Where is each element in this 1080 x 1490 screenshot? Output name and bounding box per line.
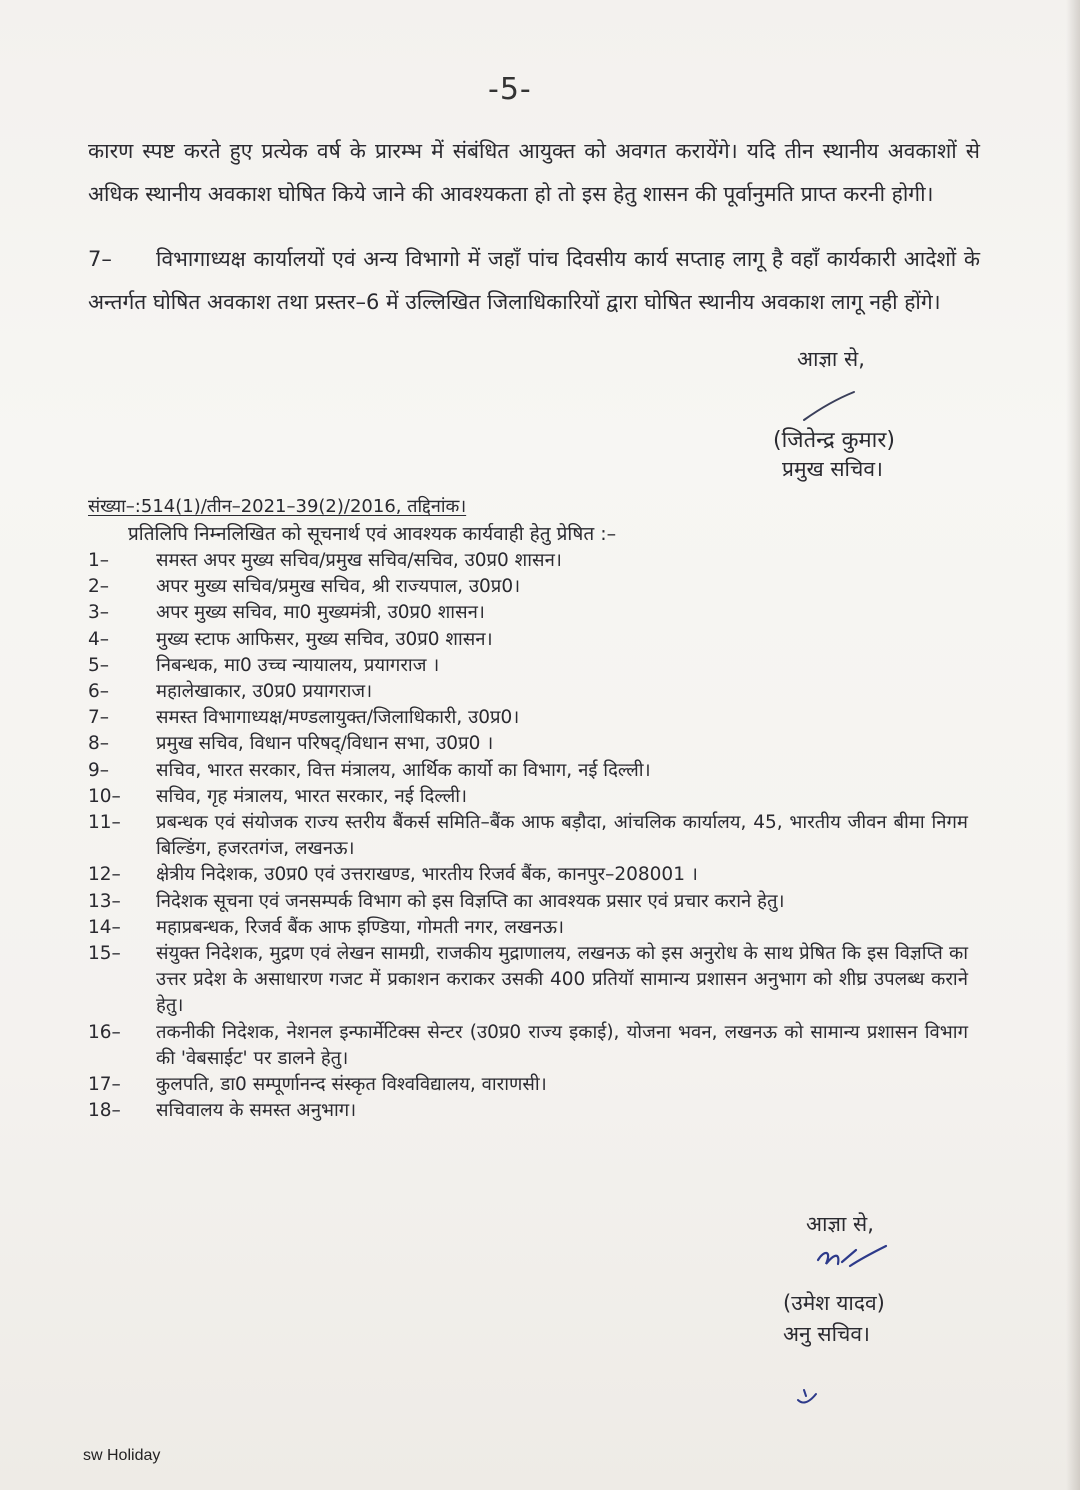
- signatory-name-2: (उमेश यादव): [783, 1291, 885, 1315]
- recipient-item: [88, 653, 968, 679]
- recipient-text: महालेखाकार, उ0प्र0 प्रयागराज।: [156, 681, 373, 703]
- recipient-text: सचिव, भारत सरकार, वित्त मंत्रालय, आर्थिक कार्यो का विभाग, नई दिल्ली।: [156, 759, 651, 781]
- recipient-number: 7–: [88, 707, 110, 729]
- recipient-item: [88, 1072, 968, 1098]
- recipient-text: क्षेत्रीय निदेशक, उ0प्र0 एवं उत्तराखण्ड, भारतीय रिजर्व बैंक, कानपुर–208001 ।: [156, 864, 698, 886]
- signatory-designation-1: प्रमुख सचिव।: [782, 457, 883, 481]
- recipient-item: [88, 758, 968, 784]
- recipient-item: [88, 548, 968, 574]
- recipient-item: [88, 627, 968, 653]
- recipient-text: संयुक्त निदेशक, मुद्रण एवं लेखन सामग्री, राजकीय मुद्राणालय, लखनऊ को इस अनुरोध के साथ प्रेषित कि इस विज्ञप्ति का उत्तर प्रदेश के असाधारण गजट में प्रकाशन कराकर उसकी 400 प्रतियॉ सामान्य प्रशासन अनुभाग को शीघ्र उपलब्ध कराने हेतु।: [156, 943, 968, 1017]
- recipient-text: निबन्धक, मा0 उच्च न्यायालय, प्रयागराज ।: [156, 654, 440, 676]
- initial-mark: [794, 1384, 822, 1408]
- signatory-name-1: (जितेन्द्र कुमार): [773, 428, 895, 453]
- recipient-number: 6–: [88, 681, 110, 703]
- recipient-number: 18–: [88, 1100, 121, 1122]
- recipient-item: [88, 600, 968, 626]
- recipient-item: [88, 679, 968, 705]
- recipient-text: अपर मुख्य सचिव/प्रमुख सचिव, श्री राज्यपाल, उ0प्र0।: [156, 576, 521, 598]
- recipient-item: [88, 731, 968, 757]
- signatory-designation-2: अनु सचिव।: [783, 1322, 870, 1346]
- recipient-number: 11–: [88, 812, 121, 834]
- recipient-number: 3–: [88, 602, 110, 624]
- recipient-text: महाप्रबन्धक, रिजर्व बैंक आफ इण्डिया, गोमती नगर, लखनऊ।: [156, 916, 565, 938]
- recipient-number: 5–: [88, 654, 110, 676]
- recipient-item: [88, 889, 968, 915]
- recipient-number: 2–: [88, 576, 110, 598]
- recipient-text: मुख्य स्टाफ आफिसर, मुख्य सचिव, उ0प्र0 शासन।: [156, 628, 493, 650]
- recipient-item: [88, 705, 968, 731]
- recipient-number: 16–: [88, 1021, 121, 1043]
- recipient-text: निदेशक सूचना एवं जनसम्पर्क विभाग को इस विज्ञप्ति का आवश्यक प्रसार एवं प्रचार कराने हेतु।: [156, 890, 785, 912]
- recipient-list: [88, 548, 968, 1124]
- recipient-item: [88, 915, 968, 941]
- recipient-number: 12–: [88, 864, 121, 886]
- recipient-number: 15–: [88, 943, 121, 965]
- recipient-text: सचिव, गृह मंत्रालय, भारत सरकार, नई दिल्ली।: [156, 785, 468, 807]
- paragraph-7-text: विभागाध्यक्ष कार्यालयों एवं अन्य विभागो में जहाँ पांच दिवसीय कार्य सप्ताह लागू है वहाँ कार्यकारी आदेशों के अन्तर्गत घोषित अवकाश तथा प्रस्तर–6 में उल्लिखित जिलाधिकारियों द्वारा घोषित स्थानीय अवकाश लागू नही होंगे।: [88, 247, 980, 314]
- recipient-text: प्रमुख सचिव, विधान परिषद्/विधान सभा, उ0प्र0 ।: [156, 733, 494, 755]
- recipient-item: [88, 941, 968, 1020]
- recipient-number: 10–: [88, 785, 121, 807]
- recipient-text: समस्त विभागाध्यक्ष/मण्डलायुक्त/जिलाधिकारी, उ0प्र0।: [156, 707, 520, 729]
- signature-mark-1: [800, 388, 860, 424]
- copy-intro: प्रतिलिपि निम्नलिखित को सूचनार्थ एवं आवश्यक कार्यवाही हेतु प्रेषित :–: [128, 523, 617, 545]
- recipient-text: सचिवालय के समस्त अनुभाग।: [156, 1100, 357, 1122]
- recipient-number: 17–: [88, 1074, 121, 1096]
- recipient-number: 9–: [88, 759, 110, 781]
- recipient-text: प्रबन्धक एवं संयोजक राज्य स्तरीय बैंकर्स समिति–बैंक आफ बड़ौदा, आंचलिक कार्यालय, 45, भारतीय जीवन बीमा निगम बिल्डिंग, हजरतगंज, लखनऊ।: [156, 812, 968, 860]
- recipient-number: 1–: [88, 550, 110, 571]
- recipient-item: [88, 574, 968, 600]
- recipient-item: [88, 1098, 968, 1124]
- recipient-item: [88, 1020, 968, 1072]
- signature-mark-2: [812, 1240, 892, 1280]
- recipient-number: 8–: [88, 733, 110, 755]
- order-text-2: आज्ञा से,: [806, 1212, 874, 1236]
- recipient-item: [88, 784, 968, 810]
- recipient-text: कुलपति, डा0 सम्पूर्णानन्द संस्कृत विश्वविद्यालय, वाराणसी।: [156, 1074, 547, 1096]
- order-text-1: आज्ञा से,: [797, 347, 865, 371]
- recipient-item: [88, 810, 968, 862]
- footer-watermark: sw Holiday: [83, 1447, 161, 1464]
- recipient-number: 13–: [88, 890, 121, 912]
- paragraph-7: [88, 238, 980, 324]
- recipient-text: तकनीकी निदेशक, नेशनल इन्फार्मेटिक्स सेन्टर (उ0प्र0 राज्य इकाई), योजना भवन, लखनऊ को सामान्य प्रशासन विभाग की 'वेबसाईट' पर डालने हेतु।: [156, 1021, 968, 1069]
- recipient-text: अपर मुख्य सचिव, मा0 मुख्यमंत्री, उ0प्र0 शासन।: [156, 602, 485, 624]
- page-edge-shadow: [1066, 0, 1080, 1490]
- recipient-number: 4–: [88, 628, 110, 650]
- recipient-text: समस्त अपर मुख्य सचिव/प्रमुख सचिव/सचिव, उ0प्र0 शासन।: [156, 550, 562, 571]
- reference-number: संख्या–:514(1)/तीन–2021–39(2)/2016, तद्दिनांक।: [88, 496, 467, 517]
- recipient-item: [88, 862, 968, 888]
- paragraph-7-number: 7–: [88, 247, 112, 271]
- paragraph-1: कारण स्पष्ट करते हुए प्रत्येक वर्ष के प्रारम्भ में संबंधित आयुक्त को अवगत करायेंगे। यदि तीन स्थानीय अवकाशों से अधिक स्थानीय अवकाश घोषित किये जाने की आवश्यकता हो तो इस हेतु शासन की पूर्वानुमति प्राप्त करनी होगी।: [88, 139, 980, 206]
- page-number: -5-: [488, 72, 532, 107]
- recipient-number: 14–: [88, 916, 121, 938]
